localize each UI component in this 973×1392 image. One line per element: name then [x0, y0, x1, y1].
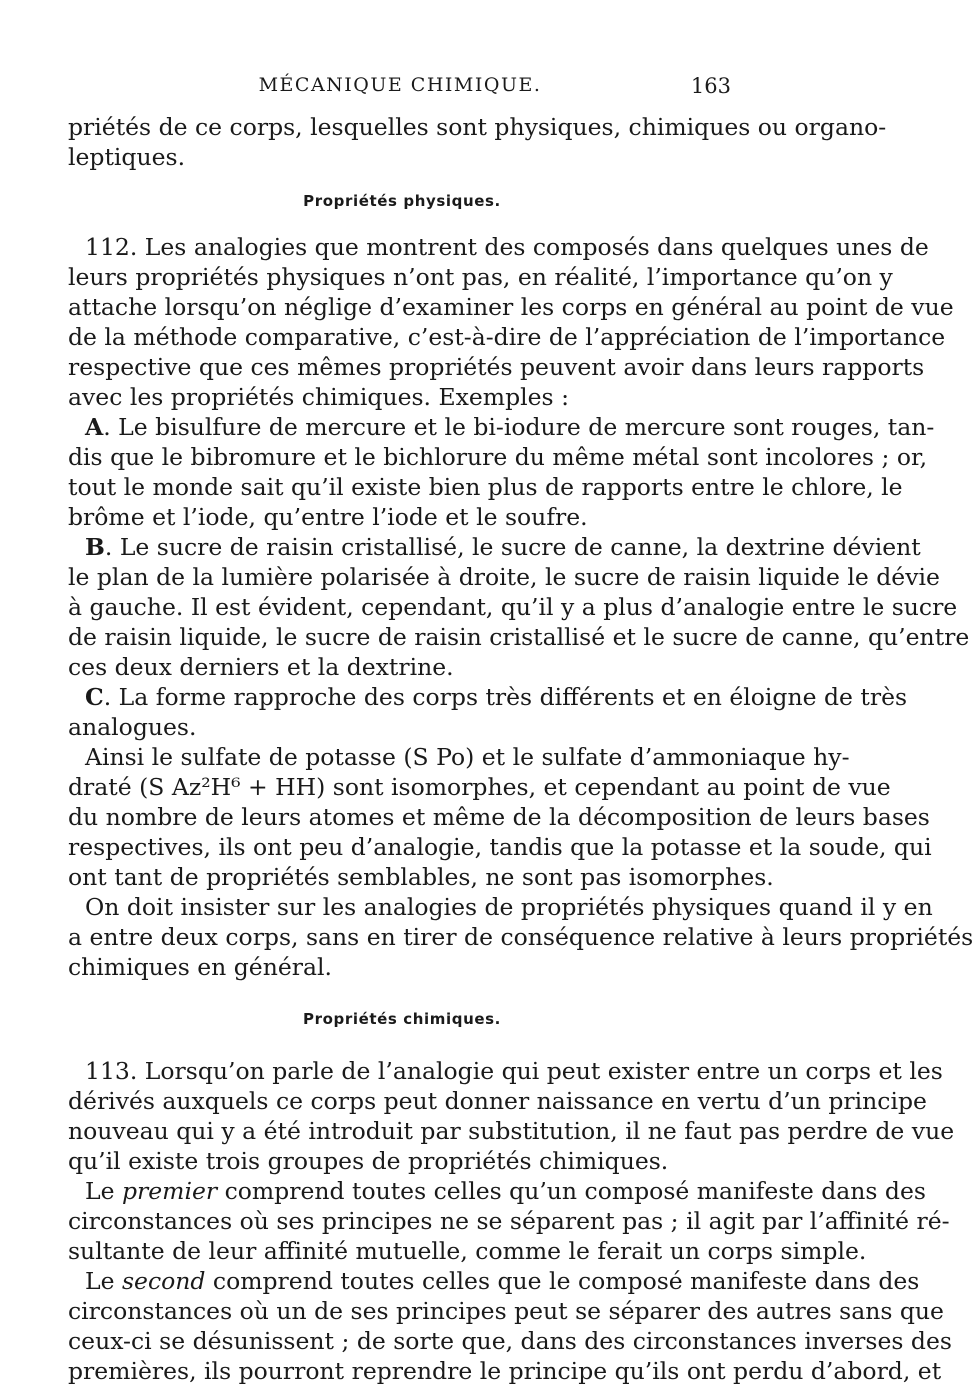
paragraph-112-start: 112. Les analogies que montrent des composés dans quelques unes de	[85, 233, 929, 261]
term-premier: premier	[121, 1177, 218, 1205]
text-line: dérivés auxquels ce corps peut donner naissance en vertu d’un principe	[68, 1087, 927, 1115]
running-head	[0, 74, 800, 104]
text-line: respectives, ils ont peu d’analogie, tandis que la potasse et la soude, qui	[68, 833, 932, 861]
text-line: qu’il existe trois groupes de propriétés chimiques.	[68, 1147, 669, 1175]
page-number: 163	[690, 74, 731, 98]
text-line: avec les propriétés chimiques. Exemples :	[68, 383, 569, 411]
item-label-c: C	[85, 683, 104, 711]
text-line: analogues.	[68, 713, 197, 741]
item-c-start: C. La forme rapproche des corps très différents et en éloigne de très	[85, 683, 908, 711]
text-line: ces deux derniers et la dextrine.	[68, 653, 454, 681]
text-line: a entre deux corps, sans en tirer de conséquence relative à leurs propriétés	[68, 923, 973, 951]
text-line: du nombre de leurs atomes et même de la décomposition de leurs bases	[68, 803, 930, 831]
text-line: circonstances où ses principes ne se séparent pas ; il agit par l’affinité ré-	[68, 1207, 950, 1235]
text-line: chimiques en général.	[68, 953, 332, 981]
text-line: tout le monde sait qu’il existe bien plus de rapports entre le chlore, le	[68, 473, 903, 501]
text-line: priétés de ce corps, lesquelles sont physiques, chimiques ou organo-	[68, 113, 887, 141]
item-label-a: A	[85, 413, 104, 441]
paragraph-number: 113	[85, 1057, 130, 1085]
item-label-b: B	[85, 533, 105, 561]
text-line-premier: Le premier comprend toutes celles qu’un composé manifeste dans des	[85, 1177, 926, 1205]
text-line: premières, ils pourront reprendre le principe qu’ils ont perdu d’abord, et	[68, 1357, 942, 1385]
text-line: ceux-ci se désunissent ; de sorte que, dans des circonstances inverses des	[68, 1327, 952, 1355]
paragraph-113-start: 113. Lorsqu’on parle de l’analogie qui peut exister entre un corps et les	[85, 1057, 943, 1085]
text-line: leurs propriétés physiques n’ont pas, en réalité, l’importance qu’on y	[68, 263, 893, 291]
text-line: brôme et l’iode, qu’entre l’iode et le soufre.	[68, 503, 588, 531]
section-heading-chemical: Propriétés chimiques.	[303, 1010, 501, 1028]
text-line: circonstances où un de ses principes peut se séparer des autres sans que	[68, 1297, 944, 1325]
text-line: ont tant de propriétés semblables, ne sont pas isomorphes.	[68, 863, 774, 891]
text-line: nouveau qui y a été introduit par substitution, il ne faut pas perdre de vue	[68, 1117, 955, 1145]
text-line: attache lorsqu’on néglige d’examiner les corps en général au point de vue	[68, 293, 954, 321]
text-line-indented: On doit insister sur les analogies de propriétés physiques quand il y en	[85, 893, 933, 921]
text-line-second: Le second comprend toutes celles que le composé manifeste dans des	[85, 1267, 920, 1295]
text-line-indented: Ainsi le sulfate de potasse (S Po) et le sulfate d’ammoniaque hy-	[85, 743, 850, 771]
text-line: sultante de leur affinité mutuelle, comme le ferait un corps simple.	[68, 1237, 867, 1265]
item-a-start: A. Le bisulfure de mercure et le bi-iodure de mercure sont rouges, tan-	[85, 413, 935, 441]
item-b-start: B. Le sucre de raisin cristallisé, le sucre de canne, la dextrine dévient	[85, 533, 921, 561]
term-second: second	[121, 1267, 206, 1295]
text-line: leptiques.	[68, 143, 186, 171]
section-heading-physical: Propriétés physiques.	[303, 192, 501, 210]
text-line: le plan de la lumière polarisée à droite, le sucre de raisin liquide le dévie	[68, 563, 940, 591]
text-line: de la méthode comparative, c’est-à-dire de l’appréciation de l’importance	[68, 323, 946, 351]
body-text	[68, 112, 973, 1386]
text-line: draté (S Az²H⁶ + HH) sont isomorphes, et cependant au point de vue	[68, 773, 891, 801]
running-title: MÉCANIQUE CHIMIQUE.	[258, 74, 542, 96]
text-line: respective que ces mêmes propriétés peuvent avoir dans leurs rapports	[68, 353, 925, 381]
paragraph-number: 112	[85, 233, 130, 261]
text-line: à gauche. Il est évident, cependant, qu’il y a plus d’analogie entre le sucre	[68, 593, 958, 621]
text-line: dis que le bibromure et le bichlorure du même métal sont incolores ; or,	[68, 443, 928, 471]
text-line: de raisin liquide, le sucre de raisin cristallisé et le sucre de canne, qu’entre	[68, 623, 970, 651]
